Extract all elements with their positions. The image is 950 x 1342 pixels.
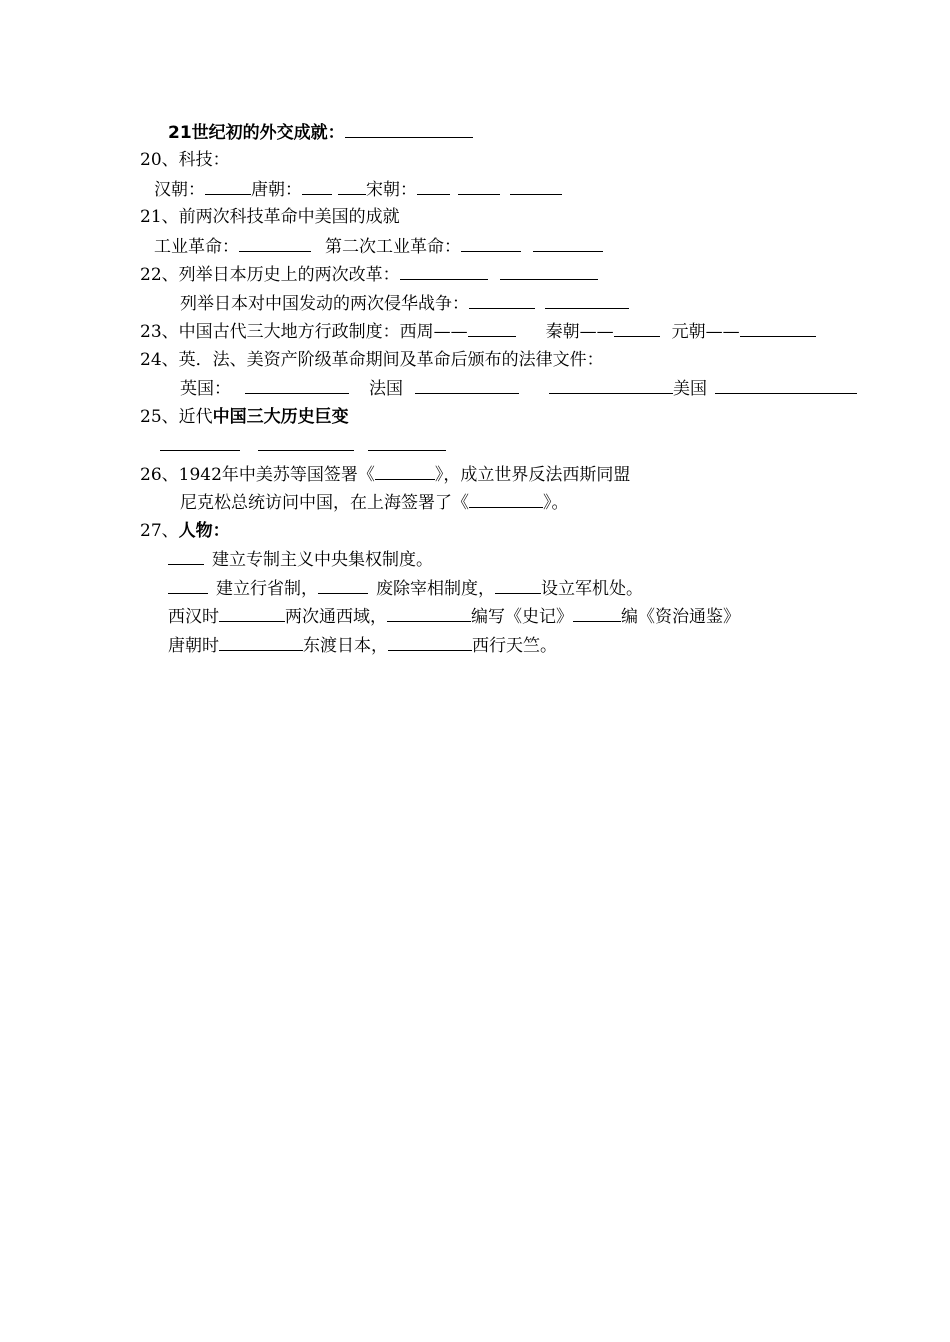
answer-blank[interactable] bbox=[573, 605, 621, 622]
answer-blank[interactable] bbox=[545, 292, 629, 309]
answer-blank[interactable] bbox=[239, 235, 311, 252]
answer-blank[interactable] bbox=[468, 320, 516, 337]
answer-blank[interactable] bbox=[469, 491, 543, 508]
question-27-line3: 西汉时 两次通西域， 编写《史记》 编《资治通鉴》 bbox=[168, 607, 740, 627]
answer-blank[interactable] bbox=[400, 263, 488, 280]
question-26: 26、1942年中美苏等国签署《 》，成立世界反法西斯同盟 bbox=[140, 465, 631, 485]
question-22-wars: 列举日本对中国发动的两次侵华战争： bbox=[180, 292, 629, 315]
answer-blank[interactable] bbox=[387, 605, 471, 622]
answer-blank[interactable] bbox=[375, 463, 435, 480]
question-26-nixon: 尼克松总统访问中国，在上海签署了《 》。 bbox=[180, 493, 569, 513]
question-22: 22、列举日本历史上的两次改革： bbox=[140, 263, 598, 286]
answer-blank[interactable] bbox=[219, 605, 285, 622]
question-21: 21、前两次科技革命中美国的成就 bbox=[140, 207, 400, 227]
answer-blank[interactable] bbox=[318, 577, 368, 594]
answer-blank[interactable] bbox=[500, 263, 598, 280]
question-25-blanks bbox=[160, 434, 446, 457]
answer-blank[interactable] bbox=[338, 178, 366, 195]
answer-blank[interactable] bbox=[533, 235, 603, 252]
answer-blank[interactable] bbox=[160, 434, 240, 451]
answer-blank[interactable] bbox=[458, 178, 500, 195]
question-21-blanks: 工业革命： 第二次工业革命： bbox=[154, 235, 603, 258]
answer-blank[interactable] bbox=[388, 634, 472, 651]
question-24: 24、英．法、美资产阶级革命期间及革命后颁布的法律文件： bbox=[140, 350, 604, 370]
answer-blank[interactable] bbox=[549, 377, 673, 394]
question-27-line1: 建立专制主义中央集权制度。 bbox=[168, 548, 433, 571]
question-27-line2: 建立行省制， 废除宰相制度， 设立军机处。 bbox=[168, 577, 643, 600]
answer-blank[interactable] bbox=[219, 634, 303, 651]
question-27-line4: 唐朝时 东渡日本， 西行天竺。 bbox=[168, 636, 557, 656]
answer-blank[interactable] bbox=[417, 178, 450, 195]
answer-blank[interactable] bbox=[469, 292, 535, 309]
answer-blank[interactable] bbox=[168, 577, 208, 594]
answer-blank[interactable] bbox=[205, 178, 251, 195]
question-23: 23、中国古代三大地方行政制度：西周—— 秦朝—— 元朝—— bbox=[140, 320, 816, 343]
question-20-blanks: 汉朝： 唐朝： 宋朝： bbox=[154, 178, 562, 201]
answer-blank[interactable] bbox=[368, 434, 446, 451]
question-20: 20、科技： bbox=[140, 150, 230, 170]
answer-blank[interactable] bbox=[302, 178, 332, 195]
answer-blank[interactable] bbox=[245, 377, 349, 394]
answer-blank[interactable] bbox=[614, 320, 660, 337]
answer-blank[interactable] bbox=[715, 377, 857, 394]
answer-blank[interactable] bbox=[461, 235, 521, 252]
question-27: 27、人物： bbox=[140, 521, 230, 541]
answer-blank[interactable] bbox=[495, 577, 541, 594]
answer-blank[interactable] bbox=[258, 434, 354, 451]
answer-blank[interactable] bbox=[415, 377, 519, 394]
answer-blank[interactable] bbox=[168, 548, 204, 565]
heading-diplomacy: 21世纪初的外交成就： bbox=[168, 121, 473, 144]
answer-blank[interactable] bbox=[510, 178, 562, 195]
answer-blank[interactable] bbox=[345, 121, 473, 138]
question-24-blanks: 英国： 法国 美国 bbox=[180, 377, 857, 400]
question-25: 25、近代中国三大历史巨变 bbox=[140, 407, 349, 427]
answer-blank[interactable] bbox=[740, 320, 816, 337]
